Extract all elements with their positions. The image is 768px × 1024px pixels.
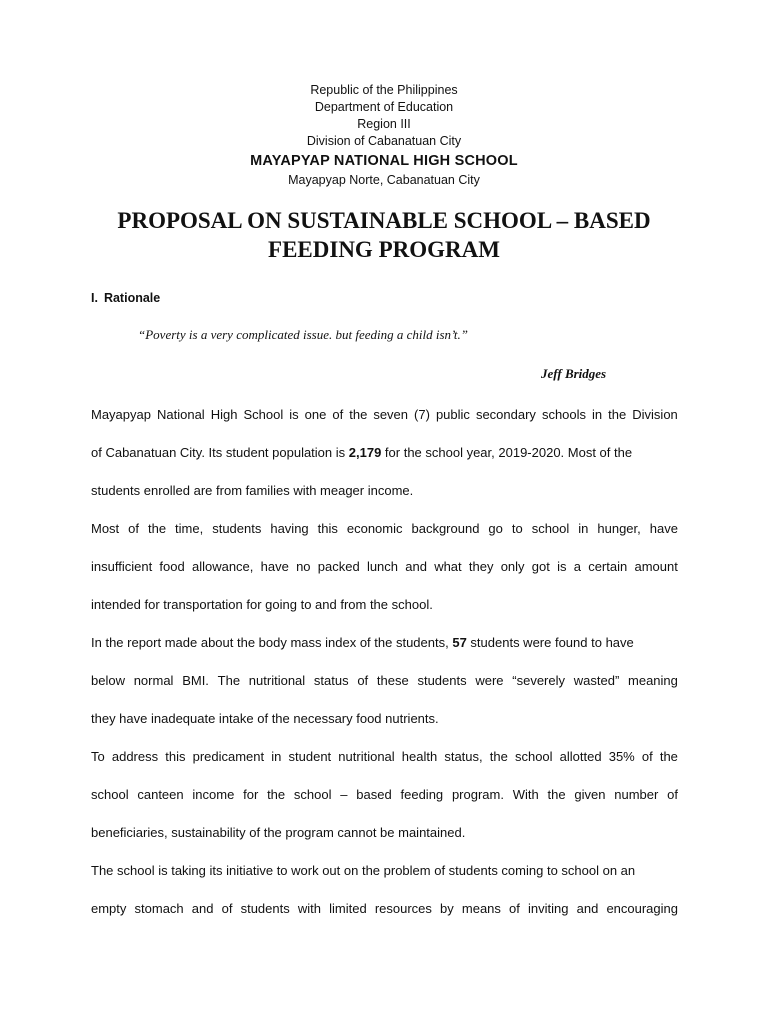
body-line [91,890,678,928]
body-word: National [157,407,205,422]
body-word: empty [91,901,127,916]
body-word: hunger, [597,521,641,536]
rationale-body [91,396,678,928]
body-word: of [332,407,344,422]
body-line: beneficiaries, sustainability of the program cannot be maintained. [91,825,466,840]
body-word: in [592,407,603,422]
title-line-1: PROPOSAL ON SUSTAINABLE SCHOOL – BASED [117,208,651,233]
body-word: food [159,559,185,574]
header-republic: Republic of the Philippines [310,83,458,97]
body-word: Division [632,407,678,422]
body-word: resources [374,901,432,916]
body-word: school [91,787,129,802]
body-line: The school is taking its initiative to work out on the problem of students coming to school on an [91,863,636,878]
body-word: encouraging [606,901,678,916]
header-school-name: MAYAPYAP NATIONAL HIGH SCHOOL [250,153,518,169]
body-word: – [340,787,348,802]
body-word: canteen [137,787,184,802]
body-word: with [297,901,321,916]
body-word: student [288,749,332,764]
body-word: this [165,749,186,764]
body-word: number [614,787,659,802]
body-word: based [356,787,392,802]
below-normal-count: 57 [452,635,467,650]
body-word: certain [588,559,628,574]
body-word: by [440,901,454,916]
body-word: feeding [400,787,444,802]
epigraph-author: Jeff Bridges [541,366,607,381]
body-word: nutritional [248,673,306,688]
body-word: school [531,521,570,536]
body-word: have [649,521,678,536]
body-word: no [296,559,311,574]
body-word: Most [91,521,120,536]
student-population: 2,179 [348,445,382,460]
body-word: The [217,673,241,688]
body-word: “severely [512,673,566,688]
body-word: what [434,559,462,574]
body-word: one [304,407,327,422]
body-word: time, [175,521,204,536]
letterhead [0,82,768,189]
section-heading-rationale [91,291,160,305]
body-word: this [317,521,338,536]
body-word: having [270,521,309,536]
body-word: of [667,787,678,802]
body-word: meaning [628,673,678,688]
body-word: nutritional [338,749,395,764]
body-word: BMI. [182,673,209,688]
body-word: and [405,559,427,574]
body-word: in [578,521,589,536]
section-number: I. [91,291,98,305]
header-department: Department of Education [314,100,454,114]
body-word: amount [634,559,678,574]
body-word: income [192,787,235,802]
body-word: secondary [475,407,536,422]
body-word: background [411,521,480,536]
body-word: program. [451,787,504,802]
body-word: and [576,901,599,916]
body-word: for [243,787,259,802]
body-word: of [221,901,233,916]
body-word: To [91,749,105,764]
body-word: public [435,407,470,422]
body-line: intended for transportation for going to and from the school. [91,597,433,612]
body-word: packed [317,559,360,574]
body-word: to [511,521,523,536]
body-word: wasted” [573,673,620,688]
section-label: Rationale [103,291,161,305]
body-word: school [293,787,332,802]
body-word: health [401,749,438,764]
body-text: In the report made about the body mass index of the students, [91,635,453,650]
body-word: given [574,787,606,802]
body-word: address [111,749,159,764]
body-text: of Cabanatuan City. Its student population is [91,445,349,460]
body-word: status [313,673,349,688]
body-word: is [289,407,299,422]
title-line-2: FEEDING PROGRAM [268,237,500,262]
header-division: Division of Cabanatuan City [306,134,462,148]
body-word: have [260,559,289,574]
body-word: students [417,673,467,688]
body-word: limited [329,901,367,916]
body-word: in [271,749,282,764]
body-word: lunch [366,559,399,574]
body-word: normal [133,673,174,688]
epigraph-quote: “Poverty is a very complicated issue. but feeding a child isn’t.” [138,327,468,342]
body-word: below [91,673,125,688]
body-word: of [641,749,653,764]
body-word: allowance, [191,559,254,574]
body-word: the [349,407,368,422]
body-word: of [357,673,369,688]
body-line [91,738,678,776]
body-text: students were found to have [466,635,634,650]
body-word: seven [373,407,409,422]
body-word: schools [541,407,587,422]
body-word: got [531,559,550,574]
body-word: High [210,407,238,422]
body-word: of [509,901,520,916]
body-word: were [475,673,504,688]
body-word: status, [444,749,483,764]
body-word: the [267,787,286,802]
body-word: and [191,901,214,916]
body-line [91,662,678,700]
body-word: economic [346,521,403,536]
body-word: predicament [192,749,265,764]
body-word: the [489,749,508,764]
header-region: Region III [357,117,411,131]
body-word: 35% [608,749,635,764]
body-word: Mayapyap [91,407,151,422]
body-word: the [547,787,566,802]
body-word: allotted [559,749,602,764]
body-word: the [659,749,678,764]
body-line: students enrolled are from families with meager income. [91,483,414,498]
body-line [91,434,678,472]
body-text: for the school year, 2019-2020. Most of the [381,445,633,460]
body-word: a [573,559,581,574]
body-line [91,776,678,814]
body-line: they have inadequate intake of the necessary food nutrients. [91,711,439,726]
body-word: School [243,407,284,422]
body-word: school [514,749,553,764]
body-word: the [608,407,627,422]
body-line [91,396,678,434]
body-word: students [212,521,262,536]
body-line [91,510,678,548]
body-word: means [461,901,501,916]
body-word: With [512,787,539,802]
body-word: inviting [528,901,569,916]
body-line [91,548,678,586]
body-word: is [557,559,567,574]
body-word: insufficient [91,559,153,574]
body-word: of [128,521,139,536]
document-title [60,206,708,264]
body-line [91,624,678,662]
body-word: (7) [414,407,430,422]
header-address: Mayapyap Norte, Cabanatuan City [288,173,480,187]
body-word: only [500,559,525,574]
body-word: stomach [134,901,184,916]
body-word: they [468,559,494,574]
body-word: students [240,901,290,916]
body-word: the [147,521,167,536]
body-word: these [376,673,409,688]
body-word: go [488,521,503,536]
